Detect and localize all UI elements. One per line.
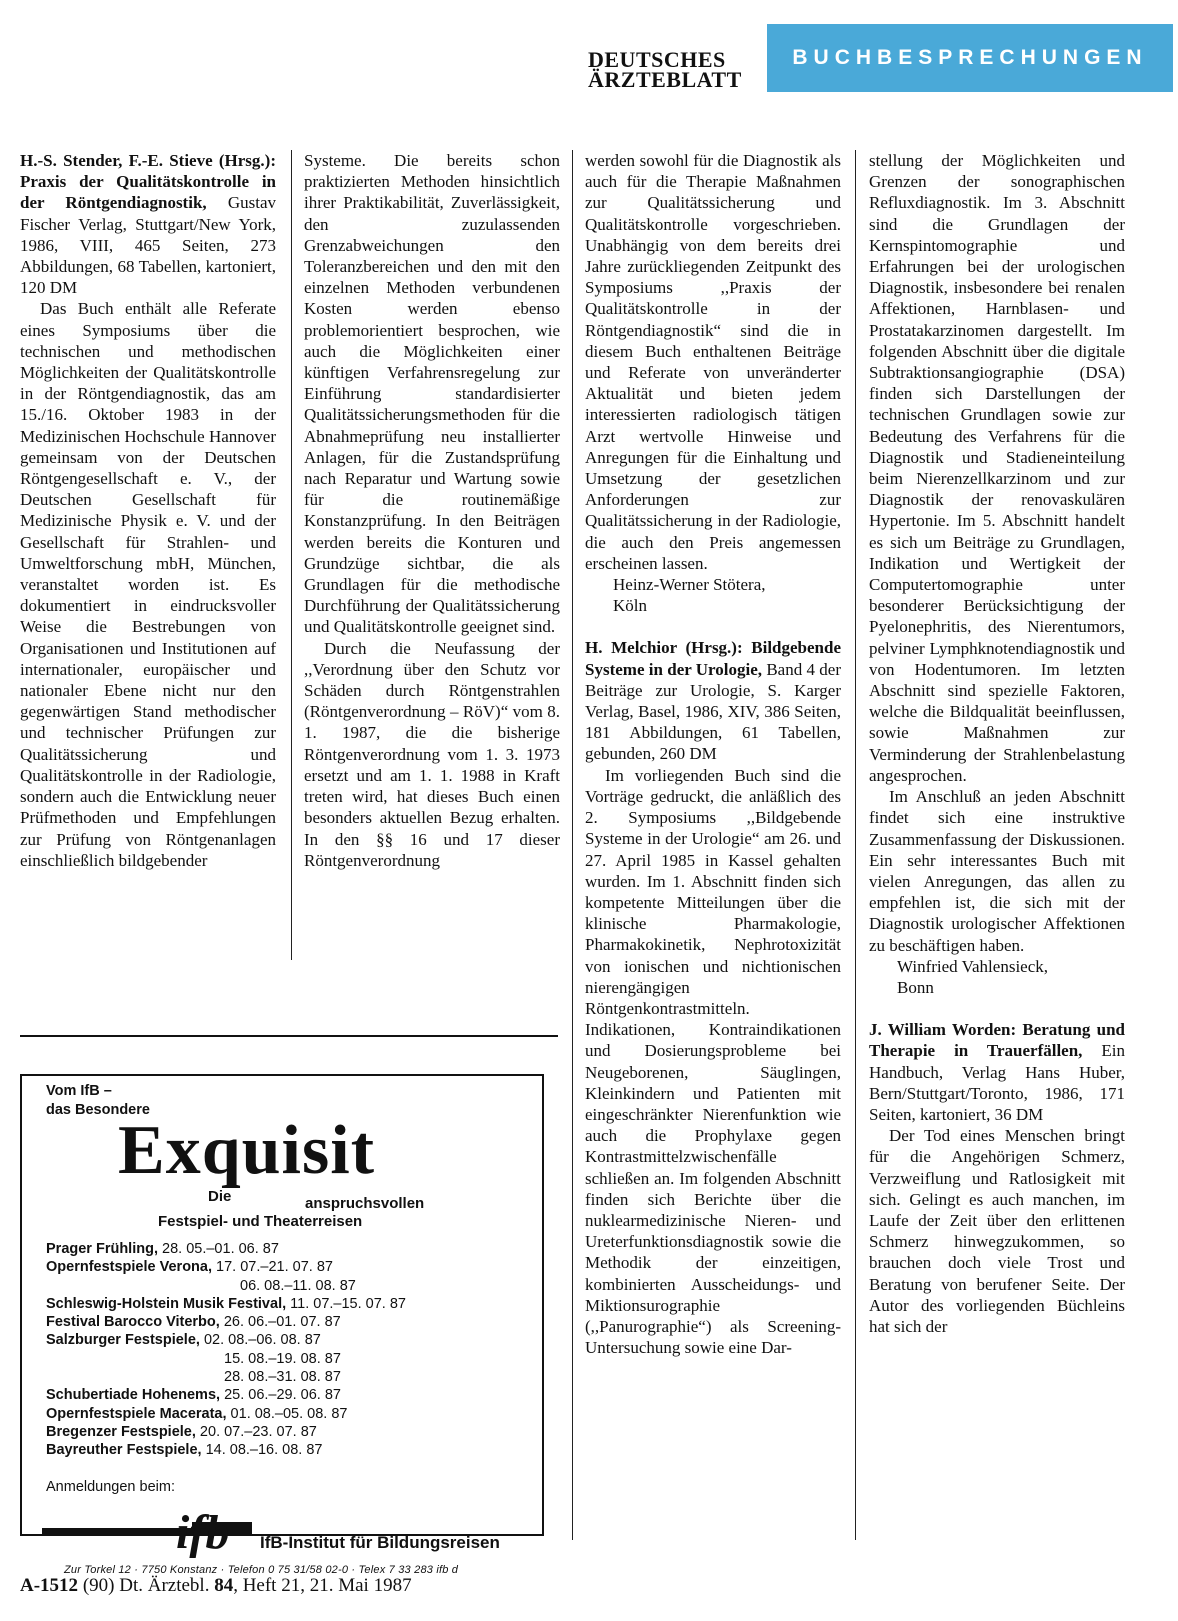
- reviewer-city: Köln: [613, 596, 647, 616]
- review-heading: H.-S. Stender, F.-E. Stieve (Hrsg.): Praxis der Qualitätskontrolle in der Röntgendiagnostik, Gustav Fischer Verlag, Stuttgart/New York, 1986, VIII, 465 Seiten, 273 Abbildungen, 68 Tabellen, kartoniert, 120 DM: [20, 151, 276, 298]
- page-number: A-1512: [20, 1575, 79, 1596]
- festival-item: Festival Barocco Viterbo, 26. 06.–01. 07. 87: [46, 1314, 341, 1331]
- review-heading: H. Melchior (Hrsg.): Bildgebende Systeme in der Urologie, Band 4 der Beiträge zur Urologie, S. Karger Verlag, Basel, 1986, XIV, 386 Seiten, 181 Abbildungen, 61 Tabellen, gebunden, 260 DM: [585, 638, 841, 764]
- column-4: [869, 150, 1125, 1337]
- horizontal-rule: [20, 1035, 558, 1037]
- section-banner: BUCHBESPRECHUNGEN: [767, 24, 1173, 92]
- ifb-logo-text: ifb: [176, 1508, 230, 1559]
- festival-list: [46, 1240, 406, 1460]
- reviewer-name: Winfried Vahlensieck,: [897, 956, 1049, 976]
- journal-logo: DEUTSCHES ÄRZTEBLATT: [588, 47, 742, 92]
- page-footer: A-1512 (90) Dt. Ärztebl. 84, Heft 21, 21. Mai 1987: [20, 1575, 412, 1596]
- ad-subline-anspruchsvollen: anspruchsvollen: [305, 1195, 425, 1212]
- review-heading: J. William Worden: Beratung und Therapie in Trauerfällen, Ein Handbuch, Verlag Hans Huber, Bern/Stuttgart/Toronto, 1986, 171 Seiten, kartoniert, 36 DM: [869, 1020, 1125, 1124]
- festival-item: Opernfestspiele Verona, 17. 07.–21. 07. 87: [46, 1259, 333, 1276]
- paragraph: Durch die Neufassung der ,,Verordnung über den Schutz vor Schäden durch Röntgenstrahlen (Röntgenverordnung – RöV)“ vom 8. 1. 1987, die die bisherige Röntgenverordnung vom 1. 3. 1973 ersetzt und am 1. 1. 1988 in Kraft treten wird, hat dieses Buch einen besonders aktuellen Bezug erhalten. In den §§ 16 und 17 dieser Röntgenverordnung: [304, 638, 560, 870]
- ifb-org-name: IfB-Institut für Bildungsreisen: [260, 1533, 500, 1552]
- ad-headline: Exquisit: [118, 1112, 375, 1189]
- column-rule: [572, 150, 573, 1540]
- column-rule: [291, 150, 292, 960]
- festival-item: Prager Frühling, 28. 05.–01. 06. 87: [46, 1241, 279, 1257]
- ad-intro: Vom IfB – das Besondere: [46, 1083, 150, 1118]
- festival-item: 28. 08.–31. 08. 87: [224, 1369, 341, 1386]
- column-3: [585, 150, 841, 1358]
- festival-item: 06. 08.–11. 08. 87: [240, 1277, 356, 1294]
- festival-item: 15. 08.–19. 08. 87: [224, 1350, 341, 1367]
- ifb-logo: [42, 1508, 532, 1560]
- paragraph: werden sowohl für die Diagnostik als auch für die Therapie Maßnahmen zur Qualitätssicherung und Qualitätskontrolle vorgeschrieben. Unabhängig von dem bereits drei Jahre zurückliegenden Zeitpunkt des Symposiums ,,Praxis der Qualitätskontrolle in der Röntgendiagnostik“ sind die in diesem Buch enthaltenen Beiträge und Referate von unveränderter Aktualität und bieten jedem interessierten radiologisch tätigen Arzt wertvolle Hinweise und Anregungen für die Einhaltung und Umsetzung der gesetzlichen Anforderungen zur Qualitätssicherung in der Radiologie, die auch den Preis angemessen erscheinen lassen.: [585, 151, 841, 573]
- paragraph: stellung der Möglichkeiten und Grenzen der sonographischen Refluxdiagnostik. Im 3. Abschnitt sind die Grundlagen der Kernspintomographie und Erfahrungen bei der urologischen Diagnostik, insbesondere bei renalen Affektionen, Harnblasen- und Prostatakarzinomen dargestellt. Im folgenden Abschnitt über die digitale Subtraktionsangiographie (DSA) finden sich Darstellungen der technischen Grundlagen sowie zur Bedeutung des Verfahrens für die Diagnostik und Stadieneinteilung beim Nierenzellkarzinom und zur Diagnostik der renovaskulären Hypertonie. Im 5. Abschnitt handelt es sich um Beiträge zu Grundlagen, Indikation und Wertigkeit der Computertomographie unter besonderer Berücksichtigung der Pyelonephritis, des Nierentumors, pelviner Lymphknotendiagnostik und von Hodentumoren. Im letzten Abschnitt sind spezielle Faktoren, welche die Bildqualität beeinflussen, sowie Maßnahmen zur Verminderung der Strahlenbelastung angesprochen.: [869, 151, 1125, 785]
- column-2: [304, 150, 560, 871]
- reviewer-name: Heinz-Werner Stötera,: [613, 575, 766, 595]
- column-rule: [855, 150, 856, 1540]
- ad-subline-die: Die: [208, 1188, 232, 1205]
- festival-item: Salzburger Festspiele, 02. 08.–06. 08. 87: [46, 1332, 321, 1349]
- ad-address: Zur Torkel 12 · 7750 Konstanz · Telefon 0 75 31/58 02-0 · Telex 7 33 283 ifb d: [64, 1564, 459, 1576]
- paragraph: Im vorliegenden Buch sind die Vorträge gedruckt, die anläßlich des 2. Symposiums ,,Bildgebende Systeme in der Urologie“ am 26. und 27. April 1985 in Kassel gehalten wurden. Im 1. Abschnitt finden sich kompetente Mitteilungen über die klinische Pharmakologie, Pharmakokinetik, Nephrotoxizität von ionischen und nichtionischen nierengängigen Röntgenkontrastmitteln. Indikationen, Kontraindikationen und Dosierungsprobleme bei Neugeborenen, Säuglingen, Kleinkindern und Patienten mit eingeschränkter Nierenfunktion wie auch die Prophylaxe gegen Kontrastmittelzwischenfälle schließen an. Im folgenden Abschnitt finden sich Berichte über die nuklearmedizinische Nieren- und Ureterfunktionsdiagnostik sowie die Methodik der einzeitigen, kombinierten Ausscheidungs- und Miktionsurographie (,,Panurographie“) als Screening-Untersuchung sowie eine Dar-: [585, 765, 841, 1358]
- advertisement: [20, 1074, 544, 1576]
- ad-registration: Anmeldungen beim:: [46, 1479, 175, 1495]
- festival-item: Schleswig-Holstein Musik Festival, 11. 07.–15. 07. 87: [46, 1295, 406, 1312]
- reviewer-city: Bonn: [897, 977, 934, 997]
- paragraph: Im Anschluß an jeden Abschnitt findet sich eine instruktive Zusammenfassung der Diskussionen. Ein sehr interessantes Buch mit vielen Anregungen, das allen zu empfehlen ist, die sich mit der Diagnostik urologischer Affektionen zu beschäftigen haben.: [869, 787, 1125, 955]
- festival-item: Bayreuther Festspiele, 14. 08.–16. 08. 87: [46, 1442, 323, 1459]
- paragraph: Systeme. Die bereits schon praktizierten Methoden hinsichtlich ihrer Praktikabilität, Zuverlässigkeit, den zuzulassenden Grenzabweichungen den Toleranzbereichen und den mit den einzelnen Methoden verbundenen Kosten werden ebenso problemorientiert besprochen, wie auch die Möglichkeiten einer künftigen Verfahrensregelung zur Einführung standardisierter Qualitätssicherungsmethoden für die Abnahmeprüfung neu installierter Anlagen, für die Zustandsprüfung nach Reparatur und Wartung sowie für die routinemäßige Konstanzprüfung. In den Beiträgen werden bereits die Konturen und Grundzüge sichtbar, die als Grundlagen für die methodische Durchführung der Qualitätssicherung und Qualitätskontrolle geeignet sind.: [304, 151, 560, 637]
- festival-item: Bregenzer Festspiele, 20. 07.–23. 07. 87: [46, 1423, 317, 1440]
- ad-subline-festspiel: Festspiel- und Theaterreisen: [158, 1213, 363, 1230]
- festival-item: Opernfestspiele Macerata, 01. 08.–05. 08. 87: [46, 1405, 348, 1422]
- column-1: [20, 150, 276, 871]
- paragraph: Das Buch enthält alle Referate eines Symposiums über die technischen und methodischen Möglichkeiten der Qualitätskontrolle in der Röntgendiagnostik, das am 15./16. Oktober 1983 in der Medizinischen Hochschule Hannover gemeinsam von der Deutschen Röntgengesellschaft e. V., der Deutschen Gesellschaft für Medizinische Physik e. V. und der Gesellschaft für Strahlen- und Umweltforschung mbH, München, veranstaltet worden ist. Es dokumentiert in eindrucksvoller Weise die Bestrebungen von Organisationen und Institutionen auf internationaler, europäischer und nationaler Ebene nicht nur den gegenwärtigen Stand methodischer und technischer Prüfungen zur Qualitätssicherung und Qualitätskontrolle in der Radiologie, sondern auch die Entwicklung neuer Prüfmethoden und Empfehlungen zur Prüfung von Röntgenanlagen einschließlich bildgebender: [20, 299, 276, 870]
- paragraph: Der Tod eines Menschen bringt für die Angehörigen Schmerz, Verzweiflung und Ratlosigkeit mit sich. Gelingt es auch manchen, im Laufe der Zeit über den erlittenen Schmerz hinwegzukommen, so brauchen doch viele Trost und Beratung von berufener Seite. Der Autor des vorliegenden Büchleins hat sich der: [869, 1126, 1125, 1336]
- festival-item: Schubertiade Hohenems, 25. 06.–29. 06. 87: [46, 1387, 341, 1404]
